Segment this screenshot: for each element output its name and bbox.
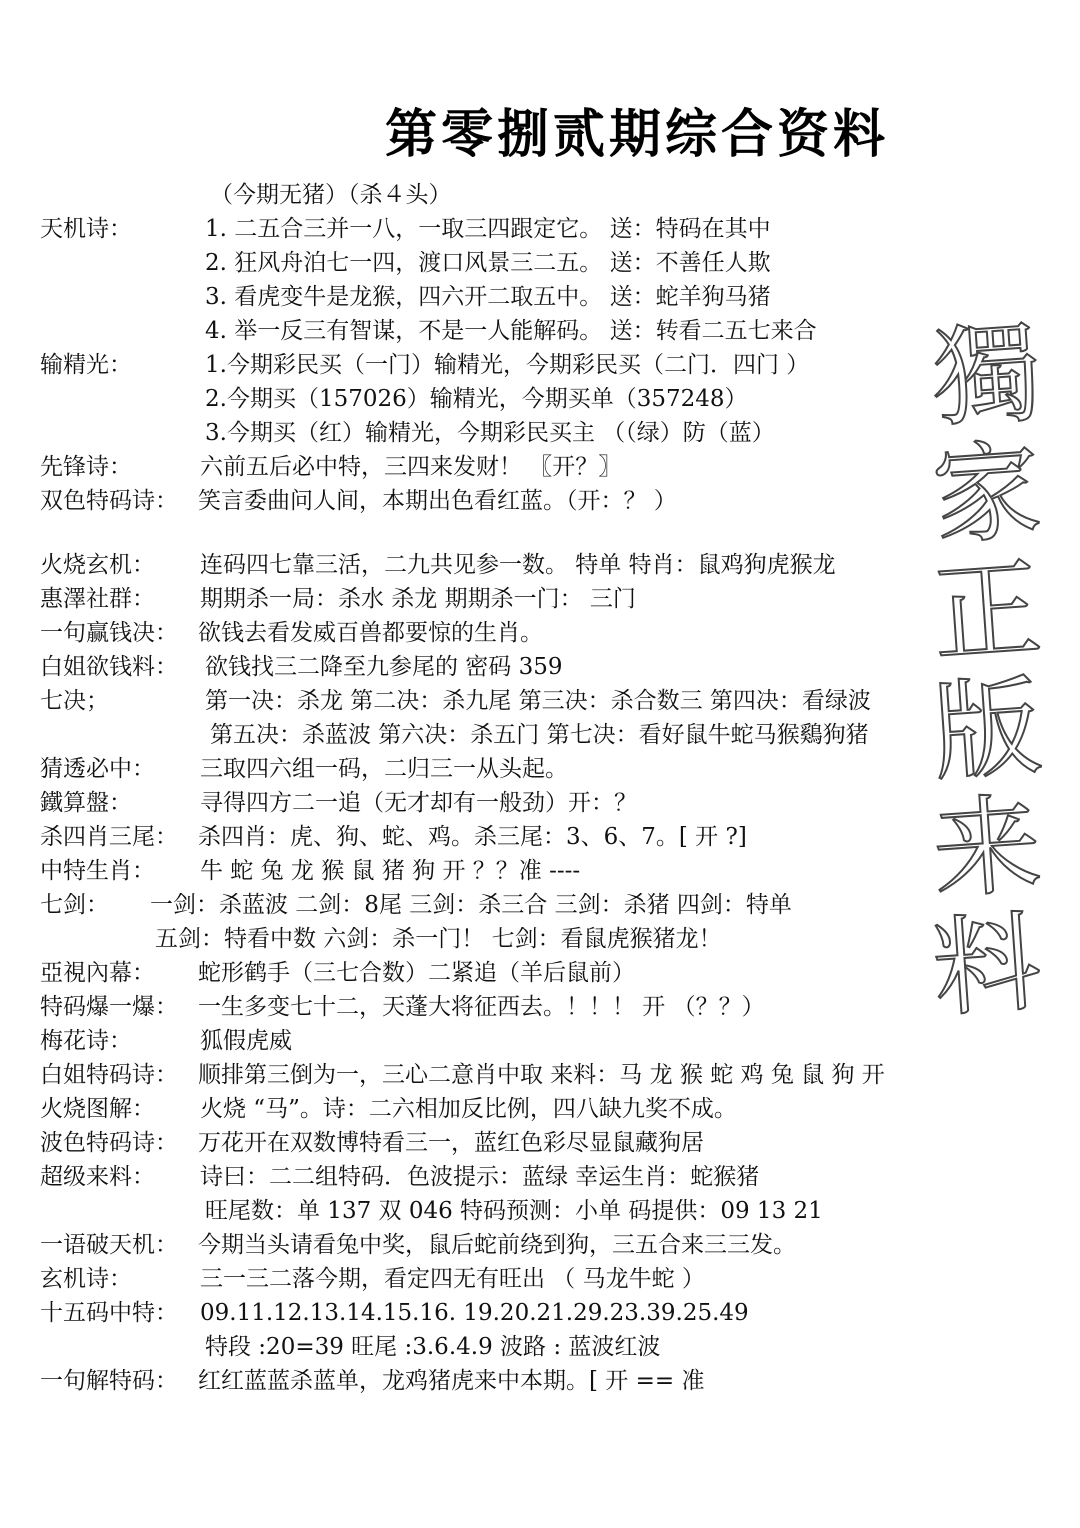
- yiyu-text: 今期当头请看兔中奖，鼠后蛇前绕到狗，三五合来三三发。: [198, 1232, 796, 1258]
- watermark-char: 版: [928, 664, 1046, 797]
- tema-bao-text: 一生多变七十二，天蓬大将征西去。！！！ 开 （？？）: [198, 994, 765, 1020]
- huoshao-text: 连码四七靠三活，二九共见参一数。 特单 特肖：鼠鸡狗虎猴龙: [200, 552, 836, 578]
- baijie-tema-text: 顺排第三倒为一，三心二意肖中取 来料：马 龙 猴 蛇 鸡 兔 鼠 狗 开: [198, 1062, 885, 1088]
- yiju-text: 欲钱去看发威百兽都要惊的生肖。: [198, 620, 543, 646]
- section-label-caitou: 猜透必中：: [40, 756, 155, 782]
- section-label-bose: 波色特码诗：: [40, 1130, 178, 1156]
- chaoji-line-2: 旺尾数：单 137 双 046 特码预测：小单 码提供：09 13 21: [205, 1198, 823, 1224]
- shasi-text: 杀四肖：虎、狗、蛇、鸡。杀三尾：3、6、7。[ 开 ?]: [198, 824, 747, 850]
- section-label-shujingguang: 输精光：: [40, 352, 132, 378]
- zhongte-text: 牛 蛇 兔 龙 猴 鼠 猪 狗 开 ？？准 ----: [200, 858, 581, 884]
- section-label-chaoji: 超级来料：: [40, 1164, 155, 1190]
- tianjishi-line-3: 3. 看虎变牛是龙猴，四六开二取五中。 送：蛇羊狗马猪: [205, 284, 771, 310]
- section-label-xianfengshi: 先锋诗：: [40, 454, 132, 480]
- page-title: 第零捌贰期综合资料: [385, 104, 890, 165]
- section-label-tema-bao: 特码爆一爆：: [40, 994, 178, 1020]
- section-label-shuangse: 双色特码诗：: [40, 488, 178, 514]
- watermark-char: 料: [928, 900, 1046, 1033]
- section-label-xuanji: 玄机诗：: [40, 1266, 132, 1292]
- subtitle: （今期无猪）（杀４头）: [210, 182, 452, 208]
- section-label-yiyu: 一语破天机：: [40, 1232, 178, 1258]
- watermark-char: 正: [928, 546, 1046, 679]
- tiesuanpan-text: 寻得四方二一追（无才却有一般劲）开：？: [200, 790, 637, 816]
- xuanji-text: 三一三二落今期，看定四无有旺出 （ 马龙牛蛇 ）: [200, 1266, 705, 1292]
- tianjishi-line-1: 1. 二五合三并一八，一取三四跟定它。 送：特码在其中: [205, 216, 771, 242]
- section-label-tiesuanpan: 鐵算盤：: [40, 790, 132, 816]
- section-label-huoshao: 火烧玄机：: [40, 552, 155, 578]
- section-label-zhongte: 中特生肖：: [40, 858, 155, 884]
- section-label-yiju: 一句赢钱决：: [40, 620, 178, 646]
- tianjishi-line-4: 4. 举一反三有智谋，不是一人能解码。 送：转看二五七来合: [205, 318, 817, 344]
- chaoji-line-1: 诗曰：二二组特码．色波提示：蓝绿 幸运生肖：蛇猴猪: [200, 1164, 760, 1190]
- yashi-text: 蛇形鹤手（三七合数）二紧追（羊后鼠前）: [198, 960, 635, 986]
- shuangse-text: 笑言委曲问人间，本期出色看红蓝。（开：？ ）: [198, 488, 677, 514]
- section-label-yashi: 亞視內幕：: [40, 960, 155, 986]
- section-label-huize: 惠澤社群：: [40, 586, 155, 612]
- qijue-line-2: 第五决：杀蓝波 第六决：杀五门 第七决：看好鼠牛蛇马猴鷄狗猪: [210, 722, 869, 748]
- huoshao-tujie-text: 火烧 “马”。诗：二六相加反比例，四八缺九奖不成。: [200, 1096, 737, 1122]
- qijian-line-1: 一剑：杀蓝波 二剑：8尾 三剑：杀三合 三剑：杀猪 四剑：特单: [150, 892, 792, 918]
- shujingguang-line-1: 1.今期彩民买（一门）输精光，今期彩民买（二门．四门 ）: [205, 352, 810, 378]
- section-label-huoshao-tujie: 火烧图解：: [40, 1096, 155, 1122]
- section-label-yijujie: 一句解特码：: [40, 1368, 178, 1394]
- shiwuma-text: 09.11.12.13.14.15.16. 19.20.21.29.23.39.25.49: [200, 1300, 749, 1326]
- section-label-shiwuma: 十五码中特：: [40, 1300, 178, 1326]
- shujingguang-line-2: 2.今期买（157026）输精光，今期买单（357248）: [205, 386, 748, 412]
- bose-text: 万花开在双数博特看三一，蓝红色彩尽显鼠藏狗居: [198, 1130, 704, 1156]
- huize-text: 期期杀一局：杀水 杀龙 期期杀一门： 三门: [200, 586, 636, 612]
- watermark-char: 家: [928, 428, 1046, 561]
- qijue-line-1: 第一决：杀龙 第二决：杀九尾 第三决：杀合数三 第四决：看绿波: [205, 688, 871, 714]
- yijujie-text: 红红蓝蓝杀蓝单，龙鸡猪虎来中本期。[ 开 == 准: [198, 1368, 705, 1394]
- caitou-text: 三取四六组一码，二归三一从头起。: [200, 756, 568, 782]
- qijian-line-2: 五剑：特看中数 六剑：杀一门！ 七剑：看鼠虎猴猪龙！: [155, 926, 722, 952]
- meihua-text: 狐假虎威: [200, 1028, 292, 1054]
- section-label-qijian: 七剑：: [40, 892, 109, 918]
- section-label-baijie: 白姐欲钱料：: [40, 654, 178, 680]
- xianfengshi-text: 六前五后必中特，三四来发财！ 〖开？〗: [200, 454, 622, 480]
- shujingguang-line-3: 3.今期买（红）输精光，今期彩民买主 （（绿）防（蓝）: [205, 420, 775, 446]
- section-label-baijie-tema: 白姐特码诗：: [40, 1062, 178, 1088]
- teduan-text: 特段 :20=39 旺尾 :3.6.4.9 波路 : 蓝波红波: [205, 1334, 661, 1360]
- section-label-meihua: 梅花诗：: [40, 1028, 132, 1054]
- watermark-char: 獨: [928, 310, 1046, 443]
- baijie-text: 欲钱找三二降至九参尾的 密码 359: [205, 654, 563, 680]
- section-label-shasi: 杀四肖三尾：: [40, 824, 178, 850]
- section-label-tianjishi: 天机诗：: [40, 216, 132, 242]
- tianjishi-line-2: 2. 狂风舟泊七一四，渡口风景三二五。 送：不善任人欺: [205, 250, 771, 276]
- watermark-char: 来: [928, 782, 1046, 915]
- section-label-qijue: 七决；: [40, 688, 109, 714]
- watermark-vertical: [922, 310, 1052, 1033]
